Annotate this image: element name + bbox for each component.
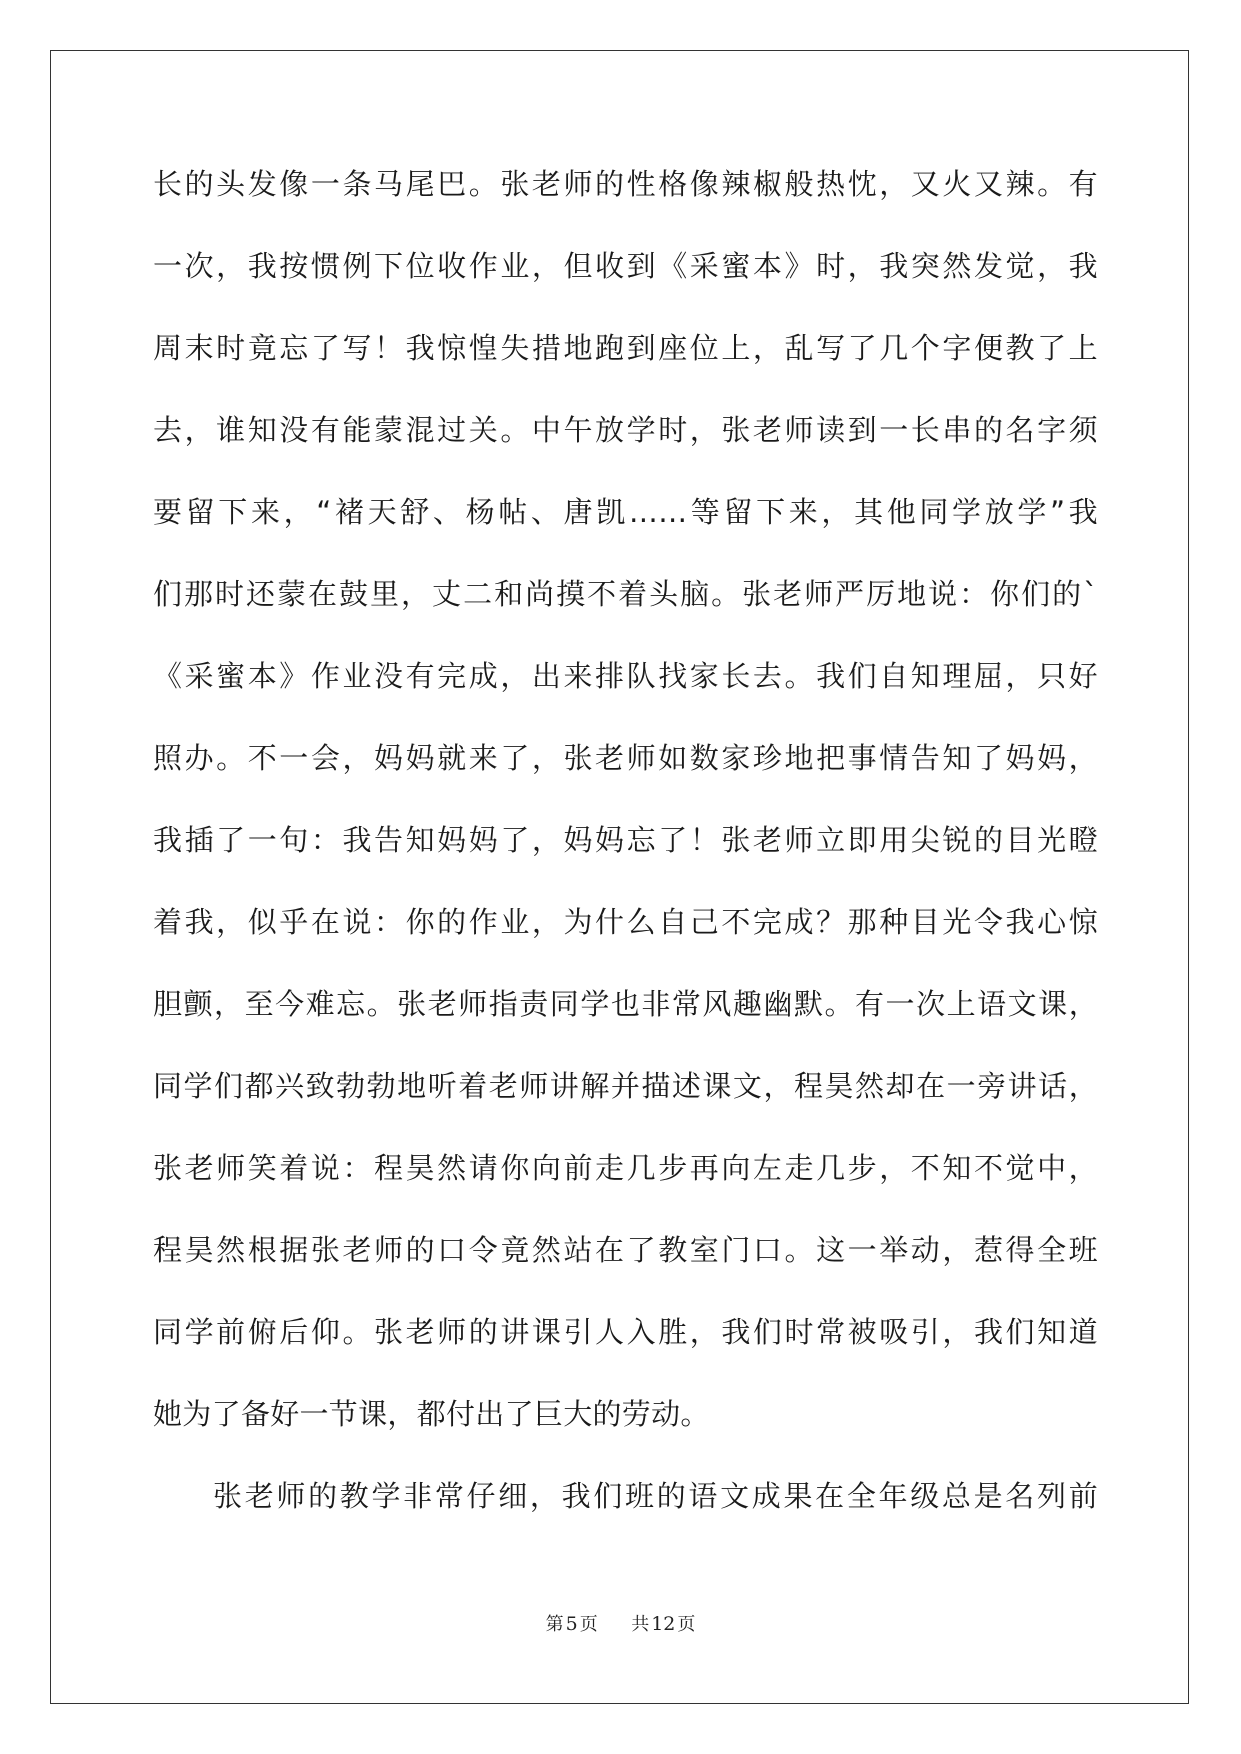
text-line: 程昊然根据张老师的口令竟然站在了教室门口。这一举动，惹得全班 <box>153 1233 1098 1267</box>
text-line: 同学们都兴致勃勃地听着老师讲解并描述课文，程昊然却在一旁讲话， <box>153 1069 1098 1103</box>
page-number: 第 5 页 <box>545 1613 598 1635</box>
paragraph-start-line: 张老师的教学非常仔细，我们班的语文成果在全年级总是名列前 <box>213 1479 1098 1513</box>
text-line: 着我，似乎在说：你的作业，为什么自己不完成？那种目光令我心惊 <box>153 905 1098 939</box>
text-line: 周末时竟忘了写！我惊惶失措地跑到座位上，乱写了几个字便教了上 <box>153 331 1098 365</box>
text-line: 们那时还蒙在鼓里，丈二和尚摸不着头脑。张老师严厉地说：你们的` <box>153 577 1098 611</box>
text-line: 长的头发像一条马尾巴。张老师的性格像辣椒般热忱，又火又辣。有 <box>153 167 1098 201</box>
text-line: 《采蜜本》作业没有完成，出来排队找家长去。我们自知理屈，只好 <box>153 659 1098 693</box>
text-line: 照办。不一会，妈妈就来了，张老师如数家珍地把事情告知了妈妈， <box>153 741 1098 775</box>
text-line: 要留下来，“褚天舒、杨帖、唐凯……等留下来，其他同学放学”我 <box>153 495 1098 529</box>
text-line: 同学前俯后仰。张老师的讲课引人入胜，我们时常被吸引，我们知道 <box>153 1315 1098 1349</box>
text-line: 一次，我按惯例下位收作业，但收到《采蜜本》时，我突然发觉，我 <box>153 249 1098 283</box>
page-total: 共 12 页 <box>631 1613 696 1635</box>
text-line: 张老师笑着说：程昊然请你向前走几步再向左走几步，不知不觉中， <box>153 1151 1098 1185</box>
text-line: 去，谁知没有能蒙混过关。中午放学时，张老师读到一长串的名字须 <box>153 413 1098 447</box>
body-text <box>153 162 1098 1556</box>
text-line: 她为了备好一节课，都付出了巨大的劳动。 <box>153 1397 710 1431</box>
text-line: 胆颤，至今难忘。张老师指责同学也非常风趣幽默。有一次上语文课， <box>153 987 1098 1021</box>
page-footer <box>0 1612 1241 1637</box>
text-line: 我插了一句：我告知妈妈了，妈妈忘了！张老师立即用尖锐的目光瞪 <box>153 823 1098 857</box>
